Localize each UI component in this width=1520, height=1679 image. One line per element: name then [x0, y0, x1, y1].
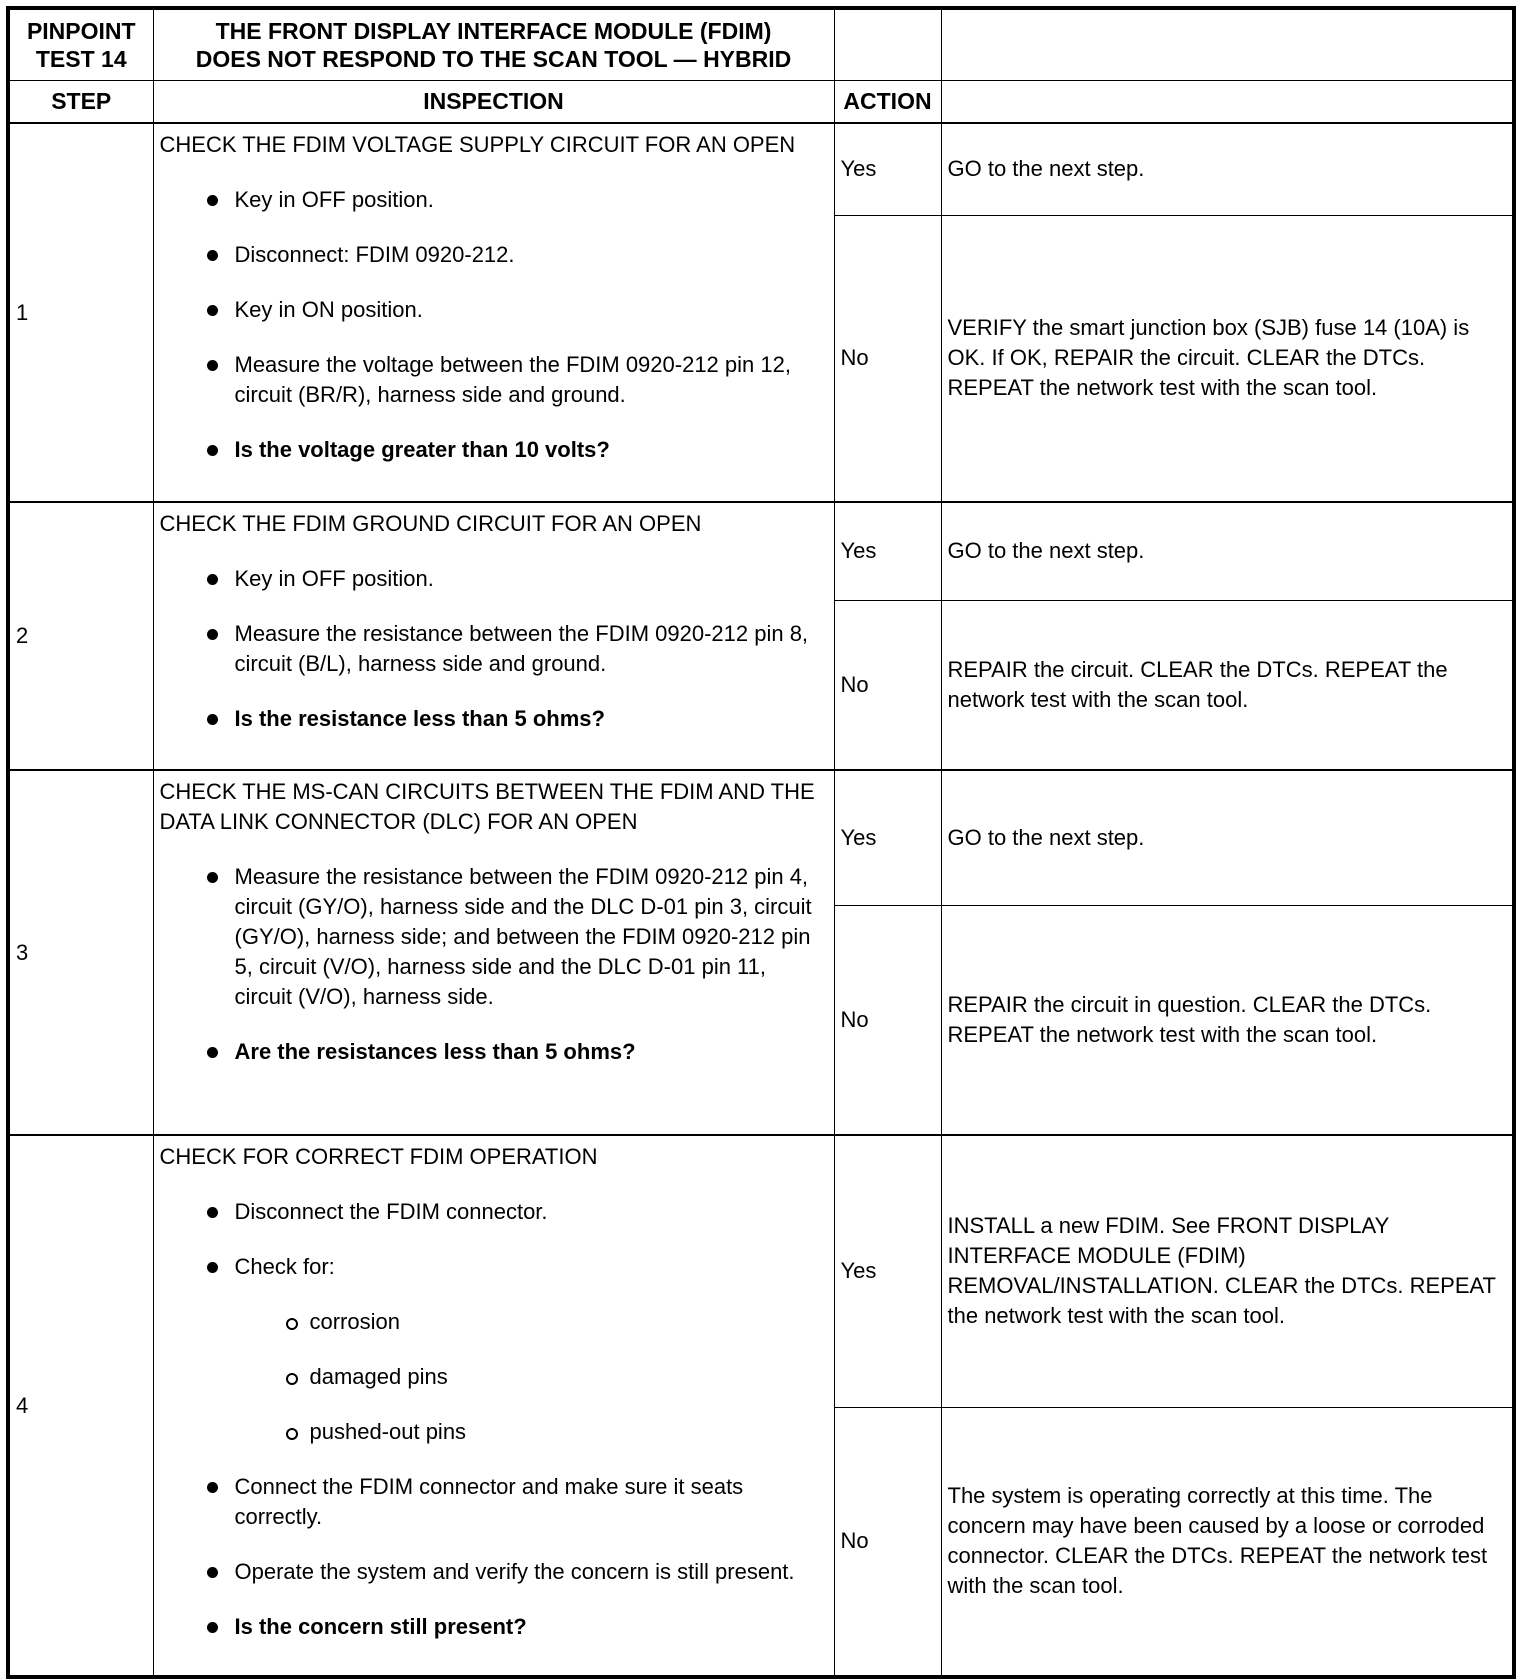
- step-heading: CHECK FOR CORRECT FDIM OPERATION: [159, 1144, 598, 1169]
- column-header-action: ACTION: [834, 80, 941, 123]
- empty-cell: [941, 80, 1514, 123]
- bullet-item: Operate the system and verify the concern is still present.: [160, 1557, 828, 1587]
- inspection-cell: [153, 502, 834, 770]
- step-number: 1: [8, 123, 153, 502]
- bullet-item: Disconnect the FDIM connector.: [160, 1197, 828, 1227]
- answer-no: No: [834, 1407, 941, 1677]
- step-number: 2: [8, 502, 153, 770]
- bullet-item: Measure the voltage between the FDIM 0920-212 pin 12, circuit (BR/R), harness side and ground.: [160, 350, 828, 410]
- bullet-item: Key in OFF position.: [160, 185, 828, 215]
- question-item: Is the voltage greater than 10 volts?: [160, 435, 828, 465]
- answer-no: No: [834, 215, 941, 502]
- empty-cell: [941, 8, 1514, 80]
- bullet-item: Measure the resistance between the FDIM 0920-212 pin 8, circuit (B/L), harness side and ground.: [160, 619, 828, 679]
- question-item: Are the resistances less than 5 ohms?: [160, 1037, 828, 1067]
- step-heading: CHECK THE FDIM GROUND CIRCUIT FOR AN OPEN: [159, 511, 702, 536]
- sub-bullet-item: pushed-out pins: [160, 1417, 828, 1447]
- test-title: [153, 8, 834, 80]
- action-no: The system is operating correctly at this time. The concern may have been caused by a loose or corroded connector. CLEAR the DTCs. REPEAT the network test with the scan tool.: [941, 1407, 1514, 1677]
- title-line-1: THE FRONT DISPLAY INTERFACE MODULE (FDIM): [215, 17, 772, 44]
- answer-yes: Yes: [834, 502, 941, 600]
- inspection-cell: [153, 123, 834, 502]
- action-yes: GO to the next step.: [941, 123, 1514, 215]
- column-header-step: STEP: [8, 80, 153, 123]
- bullet-item: Check for:: [160, 1252, 828, 1282]
- test-label: PINPOINT TEST 14: [8, 8, 153, 80]
- inspection-cell: [153, 770, 834, 1135]
- answer-yes: Yes: [834, 123, 941, 215]
- empty-cell: [834, 8, 941, 80]
- title-line-2: DOES NOT RESPOND TO THE SCAN TOOL — HYBRID: [195, 45, 792, 72]
- bullet-item: Key in ON position.: [160, 295, 828, 325]
- inspection-cell: [153, 1135, 834, 1677]
- action-no: REPAIR the circuit in question. CLEAR the DTCs. REPEAT the network test with the scan tool.: [941, 905, 1514, 1135]
- question-item: Is the resistance less than 5 ohms?: [160, 704, 828, 734]
- action-yes: INSTALL a new FDIM. See FRONT DISPLAY INTERFACE MODULE (FDIM) REMOVAL/INSTALLATION. CLEAR the DTCs. REPEAT the network test with the scan tool.: [941, 1135, 1514, 1407]
- action-no: VERIFY the smart junction box (SJB) fuse 14 (10A) is OK. If OK, REPAIR the circuit. CLEAR the DTCs. REPEAT the network test with the scan tool.: [941, 215, 1514, 502]
- answer-yes: Yes: [834, 770, 941, 905]
- column-header-inspection: INSPECTION: [153, 80, 834, 123]
- step-heading: CHECK THE FDIM VOLTAGE SUPPLY CIRCUIT FOR AN OPEN: [159, 132, 796, 157]
- action-yes: GO to the next step.: [941, 502, 1514, 600]
- step-heading: CHECK THE MS-CAN CIRCUITS BETWEEN THE FDIM AND THE DATA LINK CONNECTOR (DLC) FOR AN OPEN: [159, 779, 815, 834]
- action-yes: GO to the next step.: [941, 770, 1514, 905]
- sub-bullet-item: damaged pins: [160, 1362, 828, 1392]
- bullet-item: Key in OFF position.: [160, 564, 828, 594]
- bullet-item: Disconnect: FDIM 0920-212.: [160, 240, 828, 270]
- action-no: REPAIR the circuit. CLEAR the DTCs. REPEAT the network test with the scan tool.: [941, 600, 1514, 770]
- answer-no: No: [834, 600, 941, 770]
- answer-yes: Yes: [834, 1135, 941, 1407]
- question-item: Is the concern still present?: [160, 1612, 828, 1642]
- bullet-item: Measure the resistance between the FDIM 0920-212 pin 4, circuit (GY/O), harness side and the DLC D-01 pin 3, circuit (GY/O), harness side; and between the FDIM 0920-212 pin 5, circuit (V/O), harness side and the DLC D-01 pin 11, circuit (V/O), harness side.: [160, 862, 828, 1012]
- bullet-item: Connect the FDIM connector and make sure it seats correctly.: [160, 1472, 828, 1532]
- pinpoint-test-table: [6, 6, 1516, 1679]
- sub-bullet-item: corrosion: [160, 1307, 828, 1337]
- step-number: 3: [8, 770, 153, 1135]
- step-number: 4: [8, 1135, 153, 1677]
- answer-no: No: [834, 905, 941, 1135]
